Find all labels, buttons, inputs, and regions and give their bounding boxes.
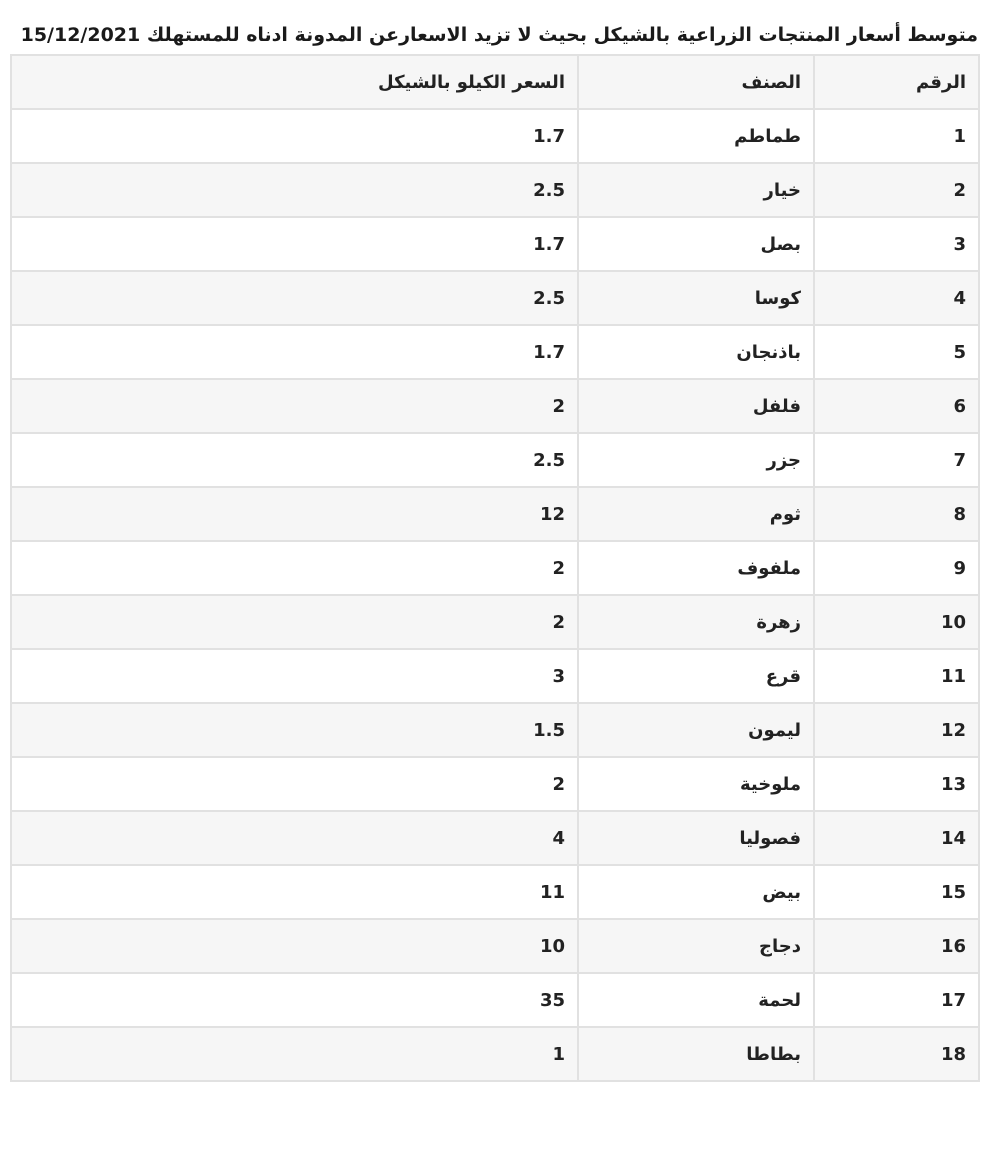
row-price-cell: 2: [11, 757, 578, 811]
row-price-cell: 4: [11, 811, 578, 865]
row-number-cell: 11: [814, 649, 979, 703]
row-number-cell: 16: [814, 919, 979, 973]
row-price-cell: 1.5: [11, 703, 578, 757]
table-row: [11, 865, 979, 919]
table-row: [11, 757, 979, 811]
row-price-cell: 2: [11, 541, 578, 595]
row-item-cell: باذنجان: [578, 325, 814, 379]
row-number-cell: 15: [814, 865, 979, 919]
row-item-cell: خيار: [578, 163, 814, 217]
table-row: [11, 217, 979, 271]
header-number: الرقم: [814, 55, 979, 109]
row-number-cell: 7: [814, 433, 979, 487]
row-number-cell: 13: [814, 757, 979, 811]
row-item-cell: بصل: [578, 217, 814, 271]
row-price-cell: 2: [11, 595, 578, 649]
row-number-cell: 10: [814, 595, 979, 649]
row-price-cell: 1: [11, 1027, 578, 1081]
row-number-cell: 18: [814, 1027, 979, 1081]
row-price-cell: 1.7: [11, 325, 578, 379]
row-item-cell: فلفل: [578, 379, 814, 433]
row-item-cell: ثوم: [578, 487, 814, 541]
row-item-cell: فصوليا: [578, 811, 814, 865]
table-row: [11, 811, 979, 865]
table-row: [11, 919, 979, 973]
row-item-cell: ملوخية: [578, 757, 814, 811]
row-item-cell: ملفوف: [578, 541, 814, 595]
row-item-cell: زهرة: [578, 595, 814, 649]
table-row: [11, 595, 979, 649]
table-caption: متوسط أسعار المنتجات الزراعية بالشيكل بحيث لا تزيد الاسعارعن المدونة ادناه للمستهلك 15/12/2021: [20, 24, 978, 46]
row-item-cell: بطاطا: [578, 1027, 814, 1081]
row-item-cell: بيض: [578, 865, 814, 919]
row-item-cell: طماطم: [578, 109, 814, 163]
table-row: [11, 541, 979, 595]
table-row: [11, 703, 979, 757]
table-row: [11, 1027, 979, 1081]
table-row: [11, 433, 979, 487]
row-price-cell: 2.5: [11, 271, 578, 325]
table-row: [11, 487, 979, 541]
table-body: [11, 55, 979, 1081]
table-row: [11, 109, 979, 163]
header-item: الصنف: [578, 55, 814, 109]
row-price-cell: 10: [11, 919, 578, 973]
price-table: [10, 54, 980, 1082]
row-number-cell: 3: [814, 217, 979, 271]
table-row: [11, 379, 979, 433]
row-price-cell: 12: [11, 487, 578, 541]
row-number-cell: 1: [814, 109, 979, 163]
row-item-cell: جزر: [578, 433, 814, 487]
row-number-cell: 8: [814, 487, 979, 541]
row-number-cell: 9: [814, 541, 979, 595]
row-price-cell: 2.5: [11, 163, 578, 217]
row-price-cell: 3: [11, 649, 578, 703]
row-number-cell: 6: [814, 379, 979, 433]
row-number-cell: 14: [814, 811, 979, 865]
row-number-cell: 12: [814, 703, 979, 757]
table-row: [11, 163, 979, 217]
row-price-cell: 35: [11, 973, 578, 1027]
row-item-cell: كوسا: [578, 271, 814, 325]
table-row: [11, 271, 979, 325]
row-item-cell: لحمة: [578, 973, 814, 1027]
table-row: [11, 325, 979, 379]
row-price-cell: 1.7: [11, 109, 578, 163]
row-number-cell: 5: [814, 325, 979, 379]
row-price-cell: 1.7: [11, 217, 578, 271]
table-row: [11, 649, 979, 703]
table-row: [11, 973, 979, 1027]
header-price: السعر الكيلو بالشيكل: [11, 55, 578, 109]
row-item-cell: دجاج: [578, 919, 814, 973]
row-number-cell: 2: [814, 163, 979, 217]
row-price-cell: 2: [11, 379, 578, 433]
row-price-cell: 2.5: [11, 433, 578, 487]
row-number-cell: 17: [814, 973, 979, 1027]
row-number-cell: 4: [814, 271, 979, 325]
table-header-row: [11, 55, 979, 109]
row-price-cell: 11: [11, 865, 578, 919]
row-item-cell: ليمون: [578, 703, 814, 757]
row-item-cell: قرع: [578, 649, 814, 703]
